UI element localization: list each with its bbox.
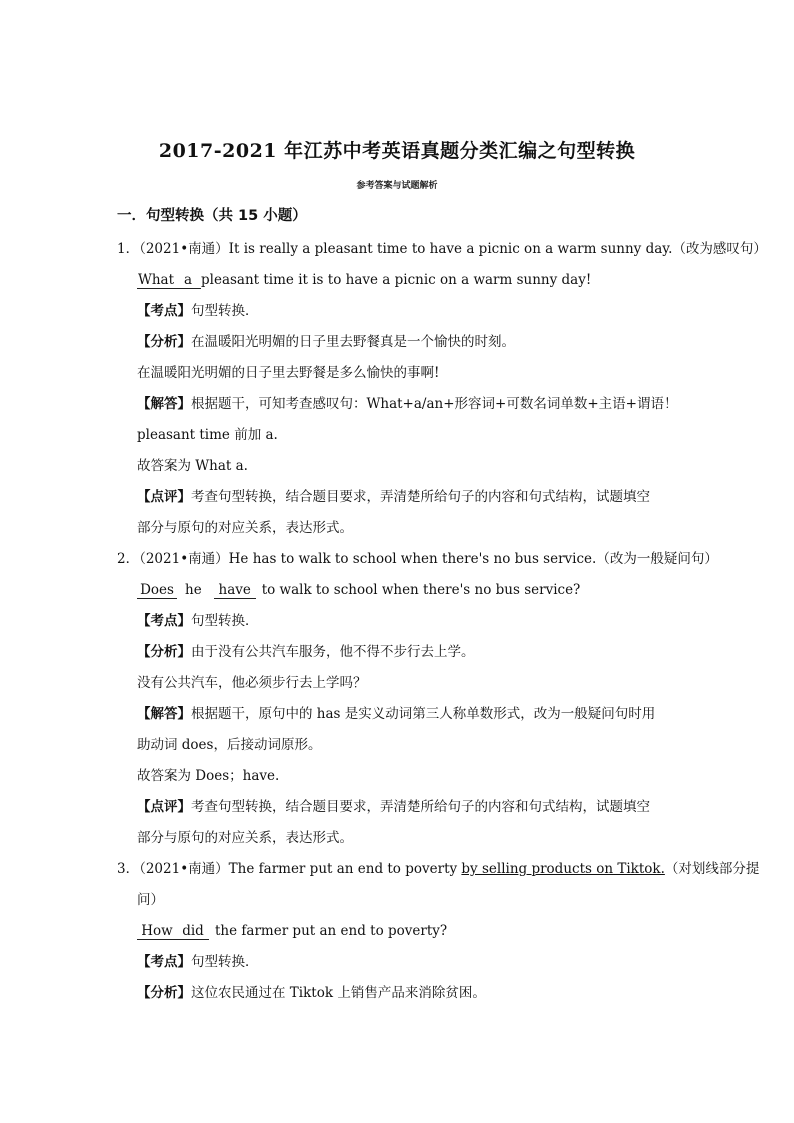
fenxi-line [117, 637, 682, 668]
kaodian-tag: 【考点】 [137, 613, 191, 629]
dianping-text: 考查句型转换，结合题目要求，弄清楚所给句子的内容和句式结构，试题填空 [191, 799, 650, 815]
answer-sentence-rest: pleasant time it is to have a picnic on a warm sunny day! [201, 272, 592, 288]
document-title: 2017-2021 年江苏中考英语真题分类汇编之句型转换 [158, 140, 636, 162]
question-2-answer-line [117, 575, 682, 606]
fenxi-tag: 【分析】 [137, 334, 191, 350]
answer-blank: a [175, 272, 201, 289]
kaodian-text: 句型转换． [191, 303, 259, 319]
question-number: 1． [117, 241, 140, 257]
answer-blank: have [214, 582, 256, 599]
question-3-answer-line [117, 916, 682, 947]
answer-line: 故答案为 What a. [137, 458, 248, 474]
answer-line: 故答案为 Does；have. [137, 768, 280, 784]
dianping-tag: 【点评】 [137, 799, 191, 815]
question-text-tail: （对划线部分提 [664, 861, 760, 877]
fenxi-tag: 【分析】 [137, 644, 191, 660]
question-text: （2021•南通）It is really a pleasant time to have a picnic on a warm sunny day.（改为感叹句） [139, 241, 767, 257]
kaodian-line [117, 606, 682, 637]
fenxi-text: 由于没有公共汽车服务，他不得不步行去上学。 [191, 644, 475, 660]
kaodian-line [117, 947, 682, 978]
fenxi-line [117, 327, 682, 358]
question-text: （2021•南通）He has to walk to school when there's no bus service.（改为一般疑问句） [139, 551, 718, 567]
kaodian-tag: 【考点】 [137, 303, 191, 319]
question-1-prompt [117, 234, 767, 265]
dianping-tag: 【点评】 [137, 489, 191, 505]
fenxi-line [117, 978, 682, 1009]
answer-word: he [185, 582, 202, 598]
question-2-prompt [117, 544, 718, 575]
question-3-prompt [117, 854, 760, 885]
document-subtitle: 参考答案与试题解析 [356, 181, 438, 191]
jieda-tag: 【解答】 [137, 706, 191, 722]
question-text: （2021•南通）The farmer put an end to poverty [139, 861, 462, 877]
question-list [117, 234, 767, 1009]
dianping-line-2: 部分与原句的对应关系，表达形式。 [137, 830, 353, 846]
answer-blank: How [137, 923, 177, 940]
dianping-text: 考查句型转换，结合题目要求，弄清楚所给句子的内容和句式结构，试题填空 [191, 489, 650, 505]
answer-blank: Does [137, 582, 177, 599]
question-number: 3． [117, 861, 140, 877]
kaodian-text: 句型转换． [191, 954, 259, 970]
fenxi-line-2: 在温暖阳光明媚的日子里去野餐是多么愉快的事啊! [137, 365, 440, 381]
jieda-tag: 【解答】 [137, 396, 191, 412]
jieda-line-2: 助动词 does，后接动词原形。 [137, 737, 322, 753]
dianping-line-2: 部分与原句的对应关系，表达形式。 [137, 520, 353, 536]
dianping-line [117, 792, 682, 823]
jieda-line [117, 389, 682, 420]
jieda-line [117, 699, 682, 730]
question-number: 2． [117, 551, 140, 567]
answer-sentence-rest: the farmer put an end to poverty? [215, 923, 448, 939]
answer-blank: What [137, 272, 175, 288]
kaodian-line [117, 296, 682, 327]
section-heading: 一．句型转换（共 15 小题） [117, 208, 307, 224]
kaodian-text: 句型转换． [191, 613, 259, 629]
fenxi-text: 这位农民通过在 Tiktok 上销售产品来消除贫困。 [191, 985, 486, 1001]
jieda-line-2: pleasant time 前加 a. [137, 427, 278, 443]
question-1-answer-line [117, 265, 682, 296]
question-3-prompt-cont: 问） [137, 892, 164, 908]
fenxi-line-2: 没有公共汽车，他必须步行去上学吗？ [137, 675, 367, 691]
fenxi-tag: 【分析】 [137, 985, 191, 1001]
answer-sentence-rest: to walk to school when there's no bus service? [261, 582, 581, 598]
dianping-line [117, 482, 682, 513]
jieda-text: 根据题干，原句中的 has 是实义动词第三人称单数形式，改为一般疑问句时用 [191, 706, 656, 722]
jieda-text: 根据题干，可知考查感叹句：What+a/an+形容词+可数名词单数+主语+谓语！ [191, 396, 678, 412]
kaodian-tag: 【考点】 [137, 954, 191, 970]
answer-blank: did [177, 923, 209, 940]
fenxi-text: 在温暖阳光明媚的日子里去野餐真是一个愉快的时刻。 [191, 334, 515, 350]
underlined-phrase: by selling products on Tiktok. [461, 861, 665, 877]
